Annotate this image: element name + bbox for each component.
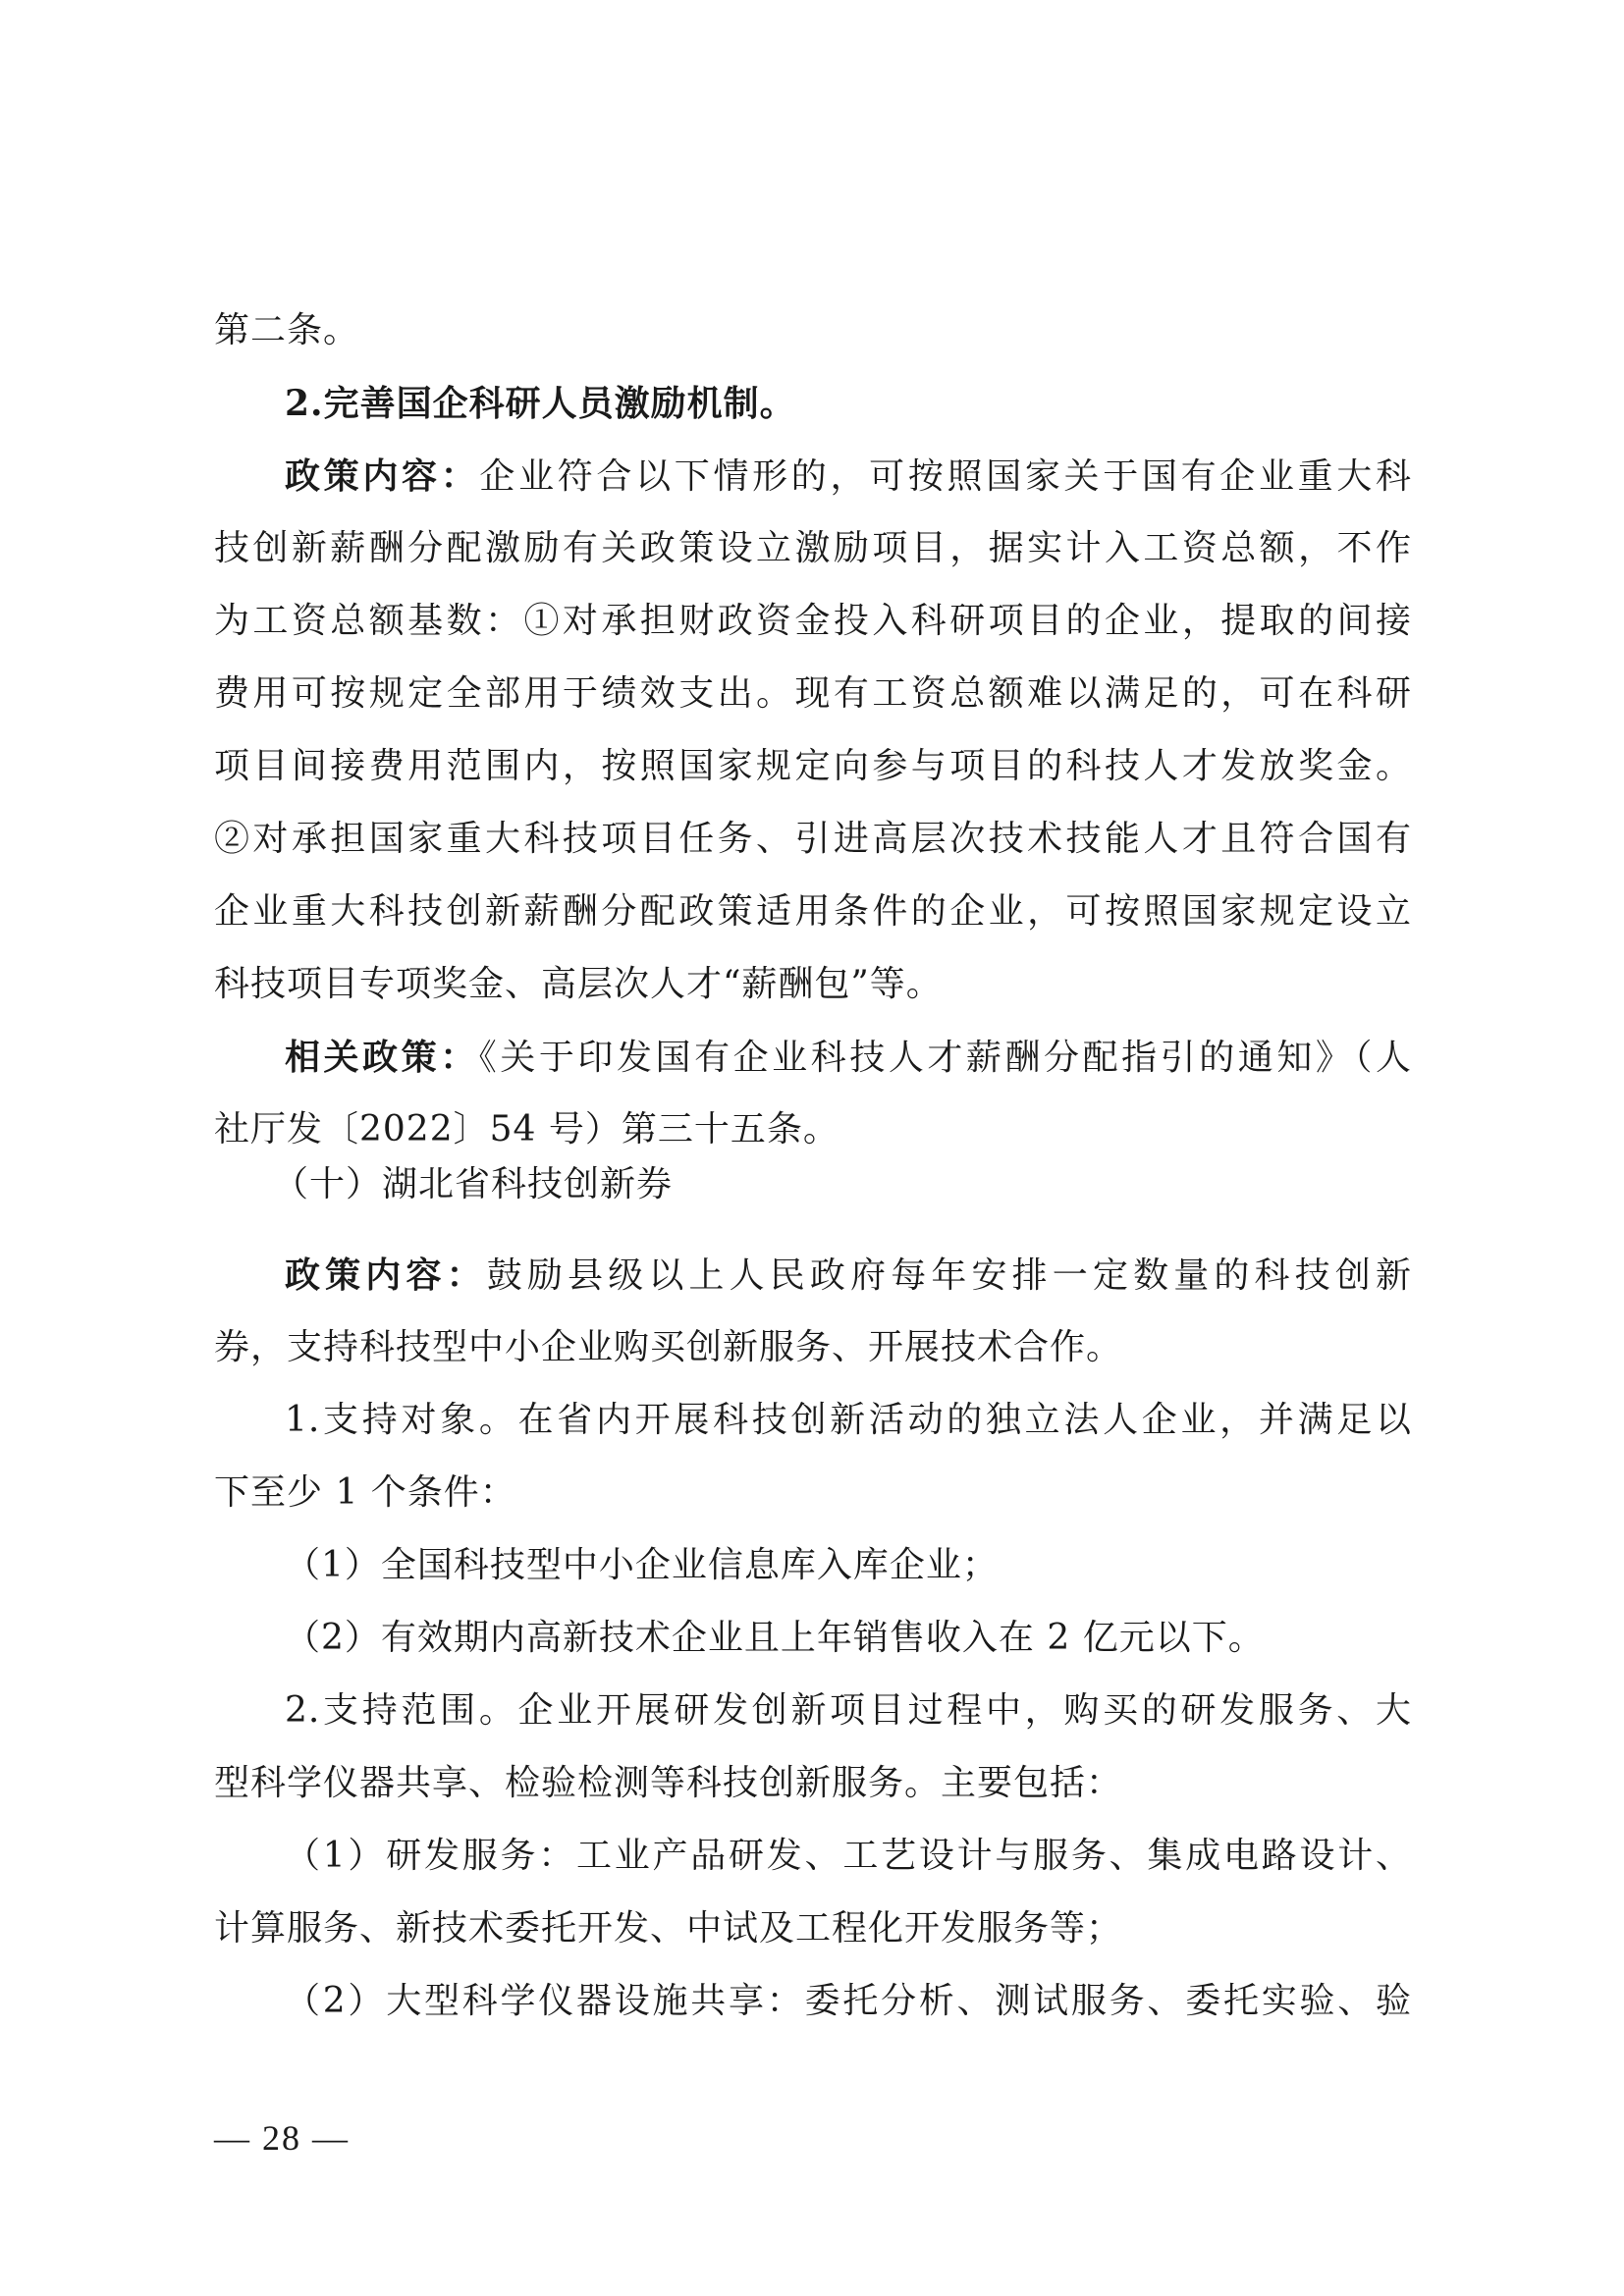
- text-line: ②对承担国家重大科技项目任务、引进高层次技术技能人才且符合国有: [214, 819, 1412, 859]
- policy-content-line: [285, 440, 1412, 512]
- policy-content-label: 政策内容：: [285, 455, 480, 497]
- related-policy-text: 《关于印发国有企业科技人才薪酬分配指引的通知》（人: [478, 1038, 1412, 1078]
- text-line: 技创新薪酬分配激励有关政策设立激励项目，据实计入工资总额，不作: [214, 528, 1412, 568]
- text-line: 计算服务、新技术委托开发、中试及工程化开发服务等；: [214, 1908, 1123, 1949]
- list-item: （1）研发服务：工业产品研发、工艺设计与服务、集成电路设计、: [285, 1836, 1412, 1876]
- policy-content-text: 企业符合以下情形的，可按照国家关于国有企业重大科: [479, 456, 1412, 497]
- section-heading: 2.完善国企科研人员激励机制。: [285, 383, 796, 424]
- list-item: （2）大型科学仪器设施共享：委托分析、测试服务、委托实验、验: [285, 1981, 1412, 2021]
- text-line: 企业重大科技创新薪酬分配政策适用条件的企业，可按照国家规定设立: [214, 891, 1412, 932]
- text-line: 第二条。: [214, 310, 360, 350]
- text-line: 为工资总额基数：①对承担财政资金投入科研项目的企业，提取的间接: [214, 601, 1412, 641]
- text-line: 2.支持范围。企业开展研发创新项目过程中，购买的研发服务、大: [285, 1690, 1412, 1731]
- related-policy-line: [285, 1021, 1412, 1094]
- text-line: 费用可按规定全部用于绩效支出。现有工资总额难以满足的，可在科研: [214, 673, 1412, 714]
- page-number: — 28 —: [214, 2118, 350, 2158]
- list-item: （2）有效期内高新技术企业且上年销售收入在 2 亿元以下。: [285, 1618, 1265, 1658]
- text-line: 1.支持对象。在省内开展科技创新活动的独立法人企业，并满足以: [285, 1400, 1412, 1440]
- text-line: 券，支持科技型中小企业购买创新服务、开展技术合作。: [214, 1327, 1123, 1367]
- policy-content-label: 政策内容：: [285, 1255, 487, 1296]
- text-line: 社厅发〔2022〕54 号）第三十五条。: [214, 1109, 839, 1149]
- text-line: 科技项目专项奖金、高层次人才“薪酬包”等。: [214, 964, 943, 1004]
- subsection-heading: （十）湖北省科技创新券: [273, 1164, 674, 1204]
- text-line: 下至少 1 个条件：: [214, 1472, 516, 1513]
- list-item: （1）全国科技型中小企业信息库入库企业；: [285, 1545, 999, 1585]
- text-line: 型科学仪器共享、检验检测等科技创新服务。主要包括：: [214, 1763, 1123, 1803]
- policy-content-text: 鼓励县级以上人民政府每年安排一定数量的科技创新: [486, 1255, 1412, 1296]
- text-line: 项目间接费用范围内，按照国家规定向参与项目的科技人才发放奖金。: [214, 746, 1412, 786]
- related-policy-label: 相关政策：: [285, 1037, 479, 1078]
- policy-content-line: [285, 1239, 1412, 1311]
